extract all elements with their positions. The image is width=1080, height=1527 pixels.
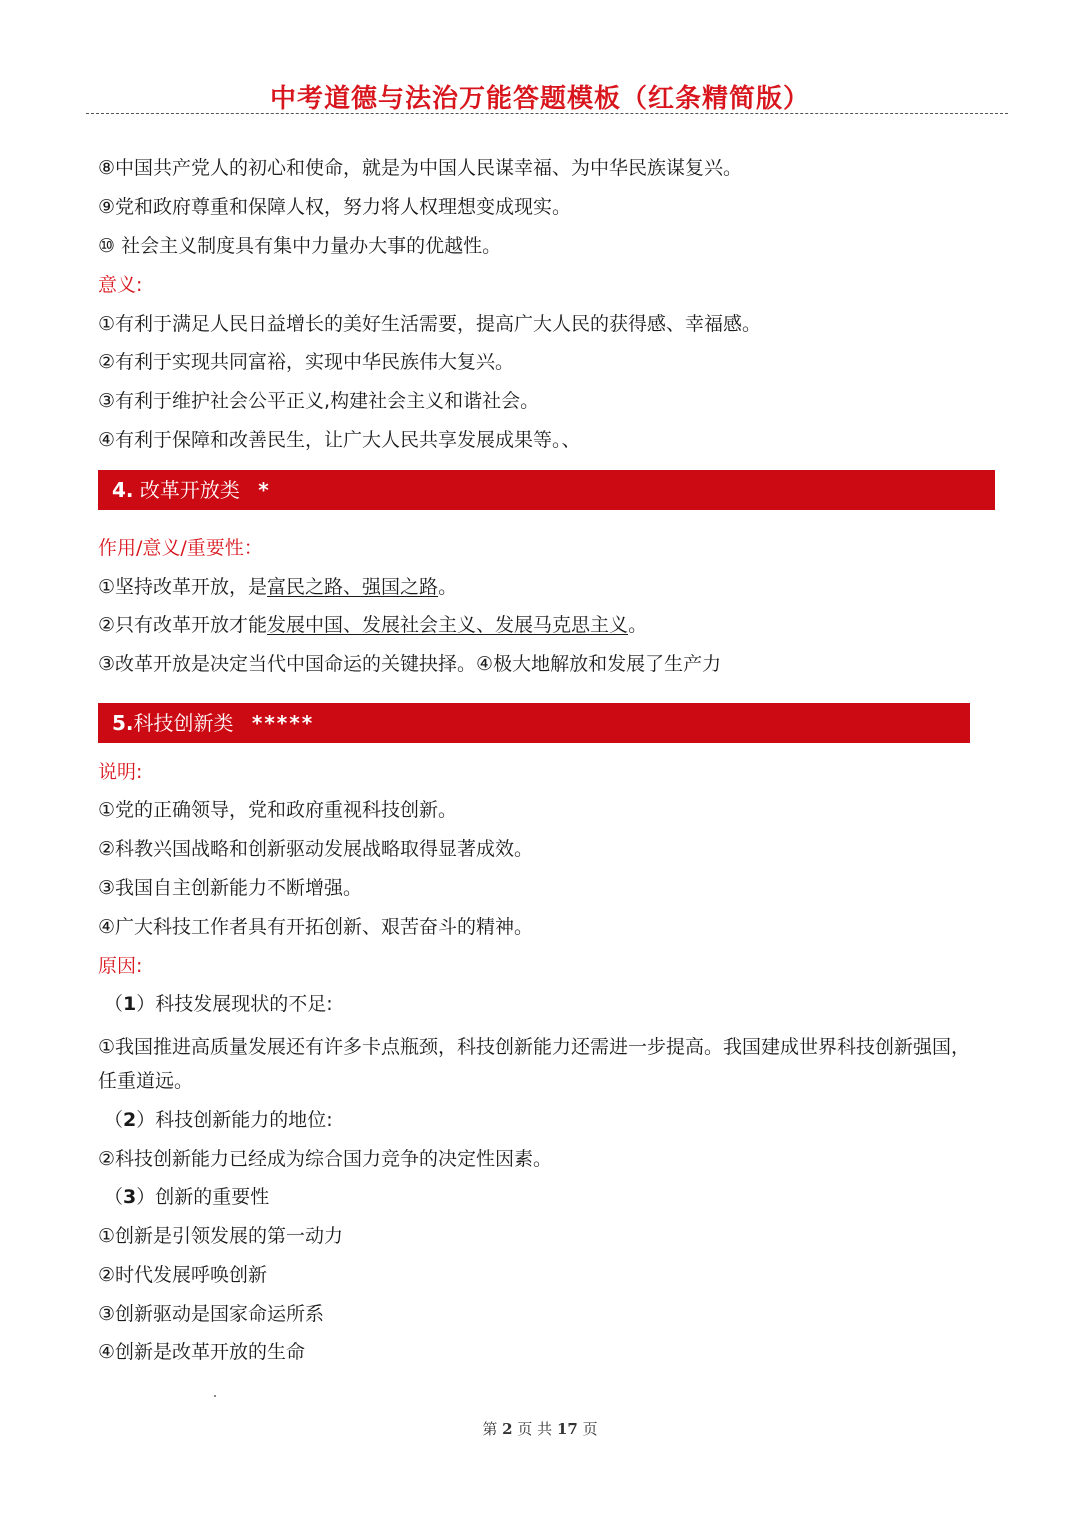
stray-mark: [214, 1395, 216, 1397]
section-heading-innovation: [98, 703, 970, 743]
page-footer: [0, 1418, 1080, 1439]
list-item: ④广大科技工作者具有开拓创新、艰苦奋斗的精神。: [98, 916, 534, 938]
list-item: ⑩ 社会主义制度具有集中力量办大事的优越性。: [98, 235, 502, 257]
sub-number: 2: [123, 1109, 137, 1131]
list-item: ⑧中国共产党人的初心和使命，就是为中国人民谋幸福、为中华民族谋复兴。: [98, 157, 743, 179]
section-number: 5.: [112, 711, 134, 735]
list-item: ②科教兴国战略和创新驱动发展战略取得显著成效。: [98, 838, 534, 860]
list-item: [98, 574, 457, 600]
function-label: 作用/意义/重要性：: [98, 537, 263, 559]
section-title: 改革开放类: [139, 478, 240, 502]
sub-title: 科技创新能力的地位:: [155, 1109, 333, 1131]
reason-label: 原因:: [98, 955, 143, 977]
list-item: ③我国自主创新能力不断增强。: [98, 877, 363, 899]
subheading: （3）创新的重要性: [104, 1186, 270, 1208]
list-item: ④创新是改革开放的生命: [98, 1341, 306, 1363]
text-segment: ①坚持改革开放，是: [98, 576, 268, 598]
total-page-count: 17: [556, 1420, 578, 1438]
section-title: 科技创新类: [133, 711, 234, 735]
list-item: ④有利于保障和改善民生，让广大人民共享发展成果等。、: [98, 429, 581, 451]
text-segment: ②只有改革开放才能: [98, 614, 268, 636]
header-divider: [86, 113, 1008, 114]
list-item: ③有利于维护社会公平正义,构建社会主义和谐社会。: [98, 390, 540, 412]
importance-stars: *: [258, 478, 271, 502]
list-item: ③创新驱动是国家命运所系: [98, 1303, 325, 1325]
list-item: ①我国推进高质量发展还有许多卡点瓶颈，科技创新能力还需进一步提高。我国建成世界科技创新强国，任重道远。: [98, 1036, 971, 1092]
section-number: 4.: [112, 478, 134, 502]
list-item: ③改革开放是决定当代中国命运的关键抉择。④极大地解放和发展了生产力: [98, 653, 722, 675]
meaning-label: 意义:: [98, 274, 143, 296]
section-heading-reform: [98, 470, 995, 510]
subheading: （1）科技发展现状的不足:: [104, 993, 333, 1015]
sub-title: 科技发展现状的不足:: [155, 993, 333, 1015]
list-item: ①有利于满足人民日益增长的美好生活需要，提高广大人民的获得感、幸福感。: [98, 313, 762, 335]
underlined-text: 发展中国、发展社会主义、发展马克思主义: [267, 614, 629, 636]
footer-text: 页: [582, 1420, 598, 1438]
sub-title: 创新的重要性: [155, 1186, 270, 1208]
sub-number: 1: [123, 993, 137, 1015]
text-segment: 。: [628, 614, 648, 636]
text-segment: 。: [438, 576, 458, 598]
list-item: ②科技创新能力已经成为综合国力竞争的决定性因素。: [98, 1148, 553, 1170]
underlined-text: 富民之路、强国之路: [267, 576, 439, 598]
current-page-number: 2: [502, 1420, 513, 1438]
footer-text: 页 共: [517, 1420, 553, 1438]
list-item: ①创新是引领发展的第一动力: [98, 1225, 344, 1247]
list-item: ⑨党和政府尊重和保障人权，努力将人权理想变成现实。: [98, 196, 572, 218]
list-item: [98, 612, 647, 638]
list-item: ②有利于实现共同富裕，实现中华民族伟大复兴。: [98, 351, 515, 373]
subheading: （2）科技创新能力的地位:: [104, 1109, 333, 1131]
list-item: ②时代发展呼唤创新: [98, 1264, 268, 1286]
list-item: ①党的正确领导，党和政府重视科技创新。: [98, 799, 458, 821]
footer-text: 第: [482, 1420, 498, 1438]
importance-stars: *****: [251, 711, 315, 735]
page-title: 中考道德与法治万能答题模板（红条精简版）: [269, 84, 810, 114]
sub-number: 3: [123, 1186, 137, 1208]
explain-label: 说明:: [98, 761, 143, 783]
